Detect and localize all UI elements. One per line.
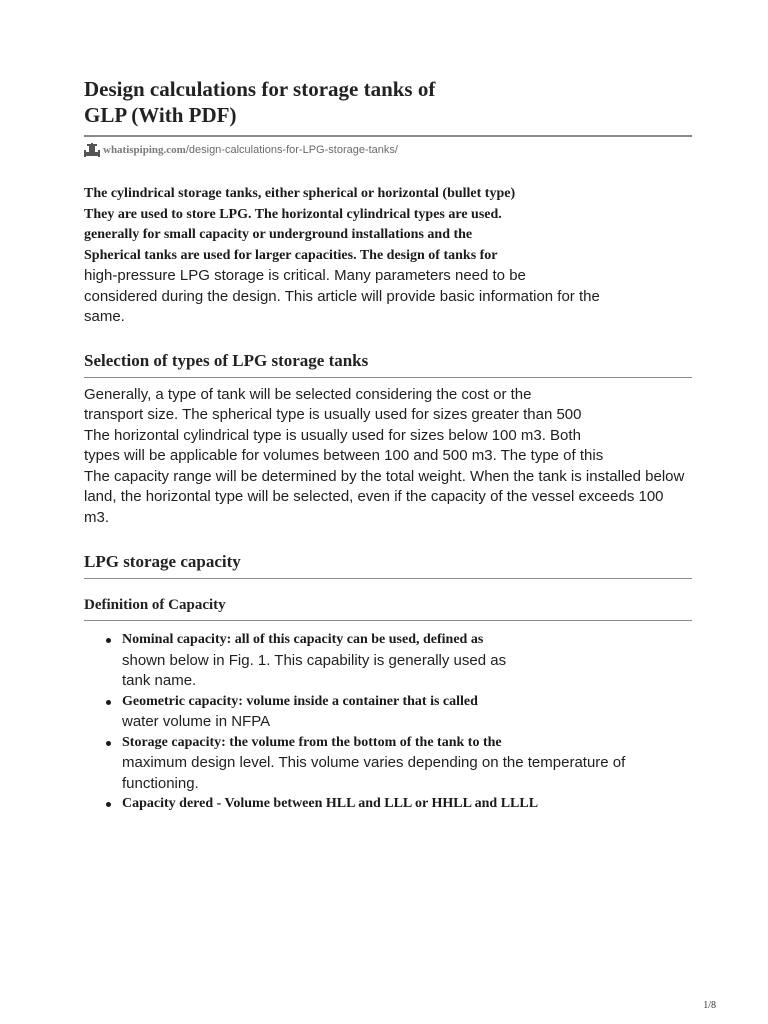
body-line: land, the horizontal type will be selected, even if the capacity of the vessel exceeds 100 — [84, 488, 664, 505]
intro-line: considered during the design. This article will provide basic information for the — [84, 287, 600, 305]
page-title — [84, 76, 692, 128]
intro-line: same. — [84, 308, 125, 325]
list-item-text: shown below in Fig. 1. This capability is generally used as — [122, 651, 507, 669]
pipe-valve-icon — [84, 143, 100, 157]
body-line: The capacity range will be determined by the total weight. When the tank is installed below — [84, 467, 685, 485]
body-line: m3. — [84, 508, 110, 526]
section-capacity-definition — [84, 595, 692, 815]
list-item — [84, 692, 692, 733]
list-item-text: maximum design level. This volume varies depending on the temperature of — [122, 754, 626, 771]
section-heading: Selection of types of LPG storage tanks — [84, 350, 369, 370]
section-divider — [84, 578, 692, 579]
section-storage-capacity — [84, 551, 692, 579]
list-item-text: tank name. — [122, 672, 197, 689]
capacity-definition-list — [84, 630, 692, 815]
title-line-1: Design calculations for storage tanks of — [84, 77, 436, 101]
section-heading: LPG storage capacity — [84, 552, 241, 571]
section-divider — [84, 377, 692, 378]
section-body — [84, 385, 692, 529]
source-path[interactable]: /design-calculations-for-LPG-storage-tanks/ — [185, 144, 398, 156]
list-item — [84, 794, 692, 815]
source-link[interactable] — [84, 142, 692, 158]
bullet-icon — [106, 802, 111, 807]
body-line: Generally, a type of tank will be selected considering the cost or the — [84, 385, 532, 403]
list-item-term: Geometric capacity: volume inside a container that is called — [122, 693, 478, 709]
list-item-text: functioning. — [122, 774, 199, 792]
list-item-text: water volume in NFPA — [122, 713, 271, 730]
bullet-icon — [106, 700, 111, 705]
title-divider — [84, 135, 692, 137]
intro-paragraph — [84, 184, 692, 328]
source-domain[interactable]: whatispiping.com — [103, 144, 186, 156]
intro-line: Spherical tanks are used for larger capacities. The design of tanks for — [84, 247, 498, 263]
bullet-icon — [106, 741, 111, 746]
list-item-term: Capacity dered - Volume between HLL and LLL or HHLL and LLLL — [122, 796, 539, 811]
body-line: transport size. The spherical type is usually used for sizes greater than 500 — [84, 406, 582, 423]
title-line-2: GLP (With PDF) — [84, 103, 237, 127]
body-line: types will be applicable for volumes between 100 and 500 m3. The type of this — [84, 447, 604, 464]
section-tank-types — [84, 350, 692, 529]
list-item — [84, 630, 692, 692]
subsection-divider — [84, 620, 692, 621]
list-item-term: Nominal capacity: all of this capacity can be used, defined as — [122, 632, 484, 647]
intro-line: They are used to store LPG. The horizontal cylindrical types are used. — [84, 206, 502, 222]
intro-line: The cylindrical storage tanks, either spherical or horizontal (bullet type) — [84, 186, 516, 201]
page-number: 1/8 — [703, 1000, 716, 1011]
subsection-heading: Definition of Capacity — [84, 597, 226, 613]
document-page — [84, 76, 692, 815]
list-item — [84, 733, 692, 795]
intro-line: generally for small capacity or underground installations and the — [84, 227, 473, 242]
intro-line: high-pressure LPG storage is critical. Many parameters need to be — [84, 267, 526, 284]
list-item-term: Storage capacity: the volume from the bottom of the tank to the — [122, 734, 502, 750]
bullet-icon — [106, 638, 111, 643]
body-line: The horizontal cylindrical type is usually used for sizes below 100 m3. Both — [84, 426, 581, 444]
